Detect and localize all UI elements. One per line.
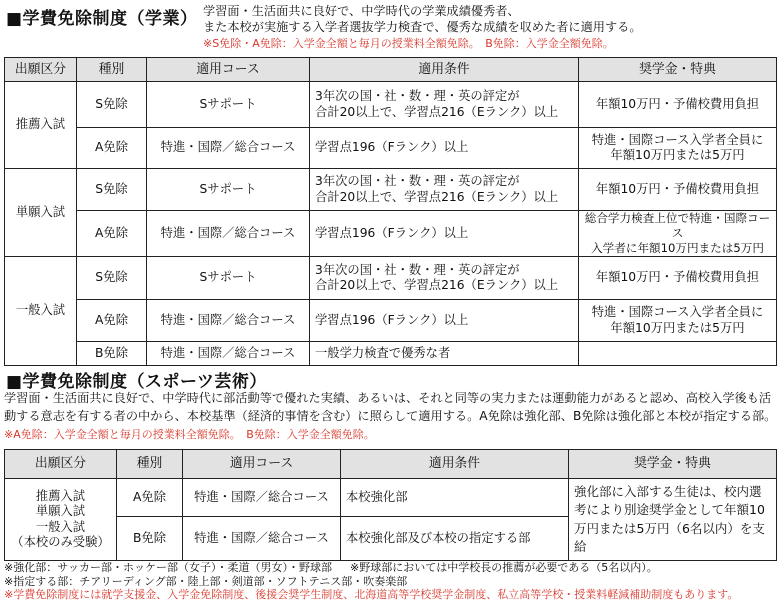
condition-line: 3年次の国・社・数・理・英の評定が (315, 89, 520, 103)
type-cell: A免除 (117, 479, 183, 517)
benefit-cell: 年額10万円・予備校費用負担 (579, 257, 777, 300)
sports-exemption-note: ※A免除：入学金全額と毎月の授業料全額免除。 B免除：入学金全額免除。 (4, 428, 375, 441)
condition-line: 3年次の国・社・数・理・英の評定が (315, 262, 520, 277)
course-cell: 特進・国際／総合コース (183, 517, 341, 561)
category-cell: 単願入試 (5, 169, 77, 257)
condition-cell (310, 82, 579, 128)
sports-exemption-table (4, 449, 777, 561)
condition-cell: 学習点196（Fランク）以上 (310, 128, 579, 169)
condition-line: 合計20以上で、学習点216（Eランク）以上 (315, 104, 559, 119)
benefit-line: 考により別途奨学金として年額10 (574, 502, 765, 517)
condition-cell: 学習点196（Fランク）以上 (310, 211, 579, 257)
type-cell: S免除 (77, 82, 147, 128)
benefit-cell: 年額10万円・予備校費用負担 (579, 169, 777, 211)
benefit-cell (579, 128, 777, 169)
category-line: 一般入試 (35, 519, 86, 534)
header-category: 出願区分 (5, 450, 117, 479)
footnote-designated-clubs: ※指定する部：チアリーディング部・陸上部・剣道部・ソフトテニス部・吹奏楽部 (4, 575, 408, 588)
table-row (5, 479, 777, 517)
condition-cell: 本校強化部及び本校の指定する部 (341, 517, 569, 561)
header-course: 適用コース (183, 450, 341, 479)
category-cell (5, 479, 117, 561)
sports-description-line-2: 動する意志を有する者の中から、本校基準（経済的事情を含む）に照らして適用する。A免除は強化部、B免除は強化部と本校が指定する部。 (4, 409, 777, 423)
header-type: 種別 (117, 450, 183, 479)
benefit-cell (579, 300, 777, 342)
category-cell: 推薦入試 (5, 82, 77, 169)
benefit-line: 入学者に年額10万円または5万円 (591, 241, 764, 255)
benefit-line: 年額10万円または5万円 (610, 148, 745, 162)
type-cell: A免除 (77, 128, 147, 169)
header-course: 適用コース (147, 58, 310, 82)
table-row (5, 128, 777, 169)
academic-description-line-2: また本校が実施する入学者選抜学力検査で、優秀な成績を収めた者に適用する。 (203, 20, 642, 34)
academic-exemption-table (4, 57, 777, 366)
academic-description-line-1: 学習面・生活面共に良好で、中学時代の学業成績優秀者、 (203, 4, 520, 18)
benefit-cell: 年額10万円・予備校費用負担 (579, 82, 777, 128)
academic-exemption-note: ※S免除・A免除：入学金全額と毎月の授業料全額免除。 B免除：入学金全額免除。 (203, 37, 614, 50)
header-condition: 適用条件 (310, 58, 579, 82)
footnote-other-systems: ※学費免除制度には就学支援金、入学金免除制度、後援会奨学生制度、北海道高等学校奨学金制度、私立高等学校・授業料軽減補助制度もあります。 (4, 588, 739, 601)
course-cell: 特進・国際／総合コース (147, 342, 310, 366)
table-row (5, 211, 777, 257)
condition-cell (310, 257, 579, 300)
type-cell: B免除 (117, 517, 183, 561)
condition-cell: 本校強化部 (341, 479, 569, 517)
benefit-cell (579, 211, 777, 257)
course-cell: 特進・国際／総合コース (147, 300, 310, 342)
condition-cell: 一般学力検査で優秀な者 (310, 342, 579, 366)
table-header-row (5, 58, 777, 82)
sports-description-line-1: 学習面・生活面共に良好で、中学時代に部活動等で優れた実績、あるいは、それと同等の実力または運動能力があると認め、高校入学後も活 (4, 391, 772, 405)
academic-section-title: ■学費免除制度（学業） (6, 9, 198, 29)
course-cell: Sサポート (147, 257, 310, 300)
condition-line: 3年次の国・社・数・理・英の評定が (315, 174, 520, 188)
type-cell: A免除 (77, 300, 147, 342)
condition-cell (310, 169, 579, 211)
condition-line: 合計20以上で、学習点216（Eランク）以上 (315, 278, 559, 292)
course-cell: Sサポート (147, 82, 310, 128)
table-header-row (5, 450, 777, 479)
header-condition: 適用条件 (341, 450, 569, 479)
type-cell: A免除 (77, 211, 147, 257)
benefit-cell (579, 342, 777, 366)
table-row (5, 300, 777, 342)
benefit-line: 強化部に入部する生徒は、校内選 (574, 483, 762, 499)
course-cell: 特進・国際／総合コース (147, 128, 310, 169)
category-cell: 一般入試 (5, 257, 77, 366)
category-line: 推薦入試 (35, 488, 86, 503)
benefit-line: 総合学力検査上位で特進・国際コース (584, 211, 771, 240)
table-row (5, 82, 777, 128)
table-row (5, 169, 777, 211)
course-cell: Sサポート (147, 169, 310, 211)
table-row (5, 257, 777, 300)
table-row (5, 342, 777, 366)
course-cell: 特進・国際／総合コース (183, 479, 341, 517)
course-cell: 特進・国際／総合コース (147, 211, 310, 257)
footnote-baseball: ※野球部においては中学校長の推薦が必要である（5名以内）。 (350, 561, 658, 574)
header-benefit: 奨学金・特典 (569, 450, 777, 479)
header-type: 種別 (77, 58, 147, 82)
footnote-strengthened-clubs: ※強化部：サッカー部・ホッケー部（女子）・柔道（男女）・野球部 (4, 561, 332, 574)
benefit-line: 万円または5万円（6名以内）を支給 (574, 520, 765, 554)
condition-line: 合計20以上で、学習点216（Eランク）以上 (315, 189, 559, 204)
sports-section-title: ■学費免除制度（スポーツ芸術） (6, 372, 267, 392)
benefit-line: 特進・国際コース入学者全員に (591, 305, 764, 319)
condition-cell: 学習点196（Fランク）以上 (310, 300, 579, 342)
benefit-line: 特進・国際コース入学者全員に (591, 132, 764, 147)
header-benefit: 奨学金・特典 (579, 58, 777, 82)
category-line: （本校のみ受験） (11, 535, 110, 549)
type-cell: B免除 (77, 342, 147, 366)
benefit-cell (569, 479, 777, 561)
type-cell: S免除 (77, 169, 147, 211)
header-category: 出願区分 (5, 58, 77, 82)
benefit-line: 年額10万円または5万円 (610, 320, 745, 335)
category-line: 単願入試 (35, 504, 86, 518)
type-cell: S免除 (77, 257, 147, 300)
